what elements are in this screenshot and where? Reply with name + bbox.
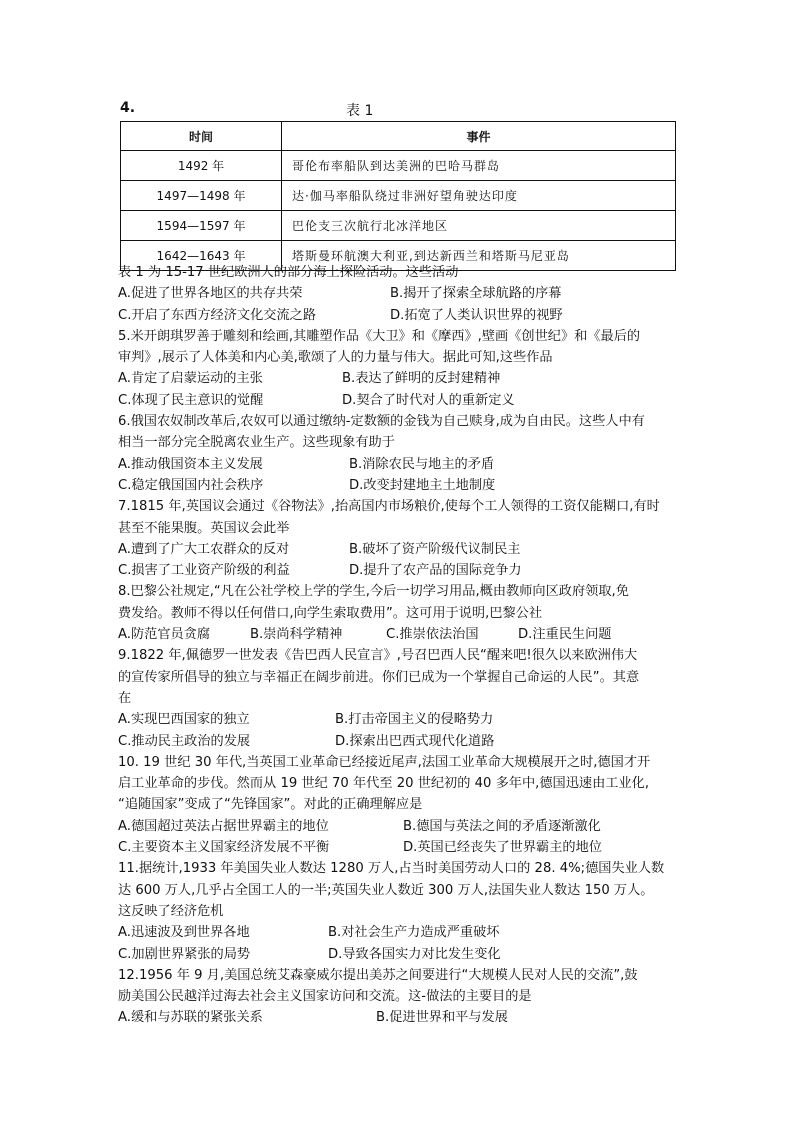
option-a[interactable]: A.推动俄国资本主义发展 xyxy=(118,456,263,472)
option-row xyxy=(118,283,688,304)
option-a[interactable]: A.缓和与苏联的紧张关系 xyxy=(118,1010,263,1026)
option-d[interactable]: D.契合了时代对人的重新定义 xyxy=(342,392,515,408)
question-stem: 9.1822 年,佩德罗一世发表《告巴西人民宣言》,号召巴西人民“醒来吧!很久以来欧洲伟大 xyxy=(118,648,638,664)
option-d[interactable]: D.注重民生问题 xyxy=(518,627,612,643)
option-d[interactable]: D.提升了农产品的国际竞争力 xyxy=(349,563,522,579)
table-row xyxy=(121,151,676,181)
question-stem: 12.1956 年 9 月,美国总统艾森豪威尔提出美苏之间要进行“大规模人民对人民的交流”,鼓 xyxy=(118,967,638,983)
question-stem: 8.巴黎公社规定,“凡在公社学校上学的学生,今后一切学习用品,概由教师向区政府领取,免 xyxy=(118,584,629,600)
option-c[interactable]: C.推动民主政治的发展 xyxy=(118,733,251,749)
q4-header xyxy=(120,100,680,120)
cell-event: 塔斯曼环航澳大利亚,到达新西兰和塔斯马尼亚岛 xyxy=(282,241,676,271)
question-stem: 的宣传家所倡导的独立与幸福正在阔步前进。你们已成为一个掌握自己命运的人民”。其意 xyxy=(118,669,640,685)
option-a[interactable]: A.防范官员贪腐 xyxy=(118,627,211,643)
question-stem: 10. 19 世纪 30 年代,当英国工业革命已经接近尾声,法国工业革命大规模展开之时,德国才开 xyxy=(118,754,651,770)
option-c[interactable]: C.开启了东西方经济文化交流之路 xyxy=(118,307,317,323)
option-row xyxy=(118,368,688,389)
option-c[interactable]: C.损害了工业资产阶级的利益 xyxy=(118,563,290,579)
option-d[interactable]: D.英国已经丧失了世界霸主的地位 xyxy=(403,840,602,856)
option-row xyxy=(118,539,688,560)
option-row xyxy=(118,709,688,730)
option-d[interactable]: D.拓宽了人类认识世界的视野 xyxy=(390,307,563,323)
exploration-table xyxy=(120,121,676,271)
table-row xyxy=(121,211,676,241)
cell-time: 1642—1643 年 xyxy=(121,241,282,271)
option-a[interactable]: A.肯定了启蒙运动的主张 xyxy=(118,371,263,387)
question-stem: 审判》,展示了人体美和内心美,歌颂了人的力量与伟大。据此可知,这些作品 xyxy=(118,350,553,366)
question-stem: 这反映了经济危机 xyxy=(118,903,224,919)
cell-time: 1497—1498 年 xyxy=(121,181,282,211)
option-c[interactable]: C.稳定俄国国内社会秩序 xyxy=(118,477,264,493)
question-stem: 11.据统计,1933 年美国失业人数达 1280 万人,占当时美国劳动人口的 28. 4%;德国失业人数 xyxy=(118,861,665,877)
question-stem: 7.1815 年,英国议会通过《谷物法》,抬高国内市场粮价,使每个工人领得的工资仅能糊口,有时 xyxy=(118,499,660,515)
option-b[interactable]: B.破坏了资产阶级代议制民主 xyxy=(349,541,521,557)
cell-event: 哥伦布率船队到达美洲的巴哈马群岛 xyxy=(282,151,676,181)
option-d[interactable]: D.改变封建地主土地制度 xyxy=(349,477,496,493)
option-a[interactable]: A.迅速波及到世界各地 xyxy=(118,925,250,941)
option-b[interactable]: B.德国与英法之间的矛盾逐渐激化 xyxy=(403,818,601,834)
question-stem: 表 1 为 15-17 世纪欧洲人的部分海上探险活动。这些活动 xyxy=(118,265,459,280)
option-a[interactable]: A.促进了世界各地区的共存共荣 xyxy=(118,286,303,302)
question-stem: 达 600 万人,几乎占全国工人的一半;英国失业人数近 300 万人,法国失业人数达 150 万人。 xyxy=(118,882,654,898)
question-stem: “追随国家”变成了“先锋国家”。对此的正确理解应是 xyxy=(118,797,423,813)
option-row xyxy=(118,922,688,943)
question-stem: 在 xyxy=(118,690,132,706)
option-a[interactable]: A.德国超过英法占据世界霸主的地位 xyxy=(118,818,329,834)
table-header-row xyxy=(121,122,676,151)
option-row xyxy=(118,560,688,581)
table-title: 表 1 xyxy=(346,103,374,119)
cell-time: 1594—1597 年 xyxy=(121,211,282,241)
question-stem: 启工业革命的步伐。然而从 19 世纪 70 年代至 20 世纪初的 40 多年中,德国迅速由工业化, xyxy=(118,776,650,792)
option-c[interactable]: C.体现了民主意识的觉醒 xyxy=(118,392,264,408)
option-c[interactable]: C.加剧世界紧张的局势 xyxy=(118,946,251,962)
option-row xyxy=(118,475,688,496)
option-b[interactable]: B.崇尚科学精神 xyxy=(250,627,343,643)
question-stem: 励美国公民越洋过海去社会主义国家访问和交流。这-做法的主要目的是 xyxy=(118,989,532,1005)
header-event: 事件 xyxy=(282,122,676,151)
option-c[interactable]: C.主要资本主义国家经济发展不平衡 xyxy=(118,840,330,856)
question-stem: 费发给。教师不得以任何借口,向学生索取费用”。这可用于说明,巴黎公社 xyxy=(118,605,543,621)
option-b[interactable]: B.对社会生产力造成严重破坏 xyxy=(328,925,500,941)
question-number: 4. xyxy=(120,100,136,116)
option-row xyxy=(118,816,688,837)
option-d[interactable]: D.探索出巴西式现代化道路 xyxy=(335,733,495,749)
question-stem: 相当一部分完全脱离农业生产。这些现象有助于 xyxy=(118,435,395,451)
option-b[interactable]: B.表达了鲜明的反封建精神 xyxy=(342,371,501,387)
option-b[interactable]: B.消除农民与地主的矛盾 xyxy=(349,456,495,472)
cell-event: 巴伦支三次航行北冰洋地区 xyxy=(282,211,676,241)
cell-time: 1492 年 xyxy=(121,151,282,181)
option-a[interactable]: A.遭到了广大工农群众的反对 xyxy=(118,541,290,557)
option-row xyxy=(118,390,688,411)
option-row xyxy=(118,454,688,475)
option-a[interactable]: A.实现巴西国家的独立 xyxy=(118,712,250,728)
option-row xyxy=(118,624,688,645)
option-row xyxy=(118,1007,688,1028)
option-row xyxy=(118,731,688,752)
header-time: 时间 xyxy=(121,122,282,151)
option-row xyxy=(118,305,688,326)
option-c[interactable]: C.推崇依法治国 xyxy=(386,627,479,643)
option-row xyxy=(118,837,688,858)
option-b[interactable]: B.揭开了探索全球航路的序幕 xyxy=(390,286,562,302)
option-b[interactable]: B.打击帝国主义的侵略势力 xyxy=(335,712,494,728)
table-row xyxy=(121,181,676,211)
question-stem: 6.俄国农奴制改革后,农奴可以通过缴纳-定数额的金钱为自己赎身,成为自由民。这些人中有 xyxy=(118,414,645,430)
cell-event: 达·伽马率船队绕过非洲好望角驶达印度 xyxy=(282,181,676,211)
question-stem: 甚至不能果腹。英国议会此举 xyxy=(118,520,290,536)
question-stem: 5.米开朗琪罗善于雕刻和绘画,其雕塑作品《大卫》和《摩西》,壁画《创世纪》和《最后的 xyxy=(118,328,641,344)
option-row xyxy=(118,944,688,965)
questions-body xyxy=(118,262,688,1029)
option-b[interactable]: B.促进世界和平与发展 xyxy=(376,1010,508,1026)
option-d[interactable]: D.导致各国实力对比发生变化 xyxy=(328,946,501,962)
